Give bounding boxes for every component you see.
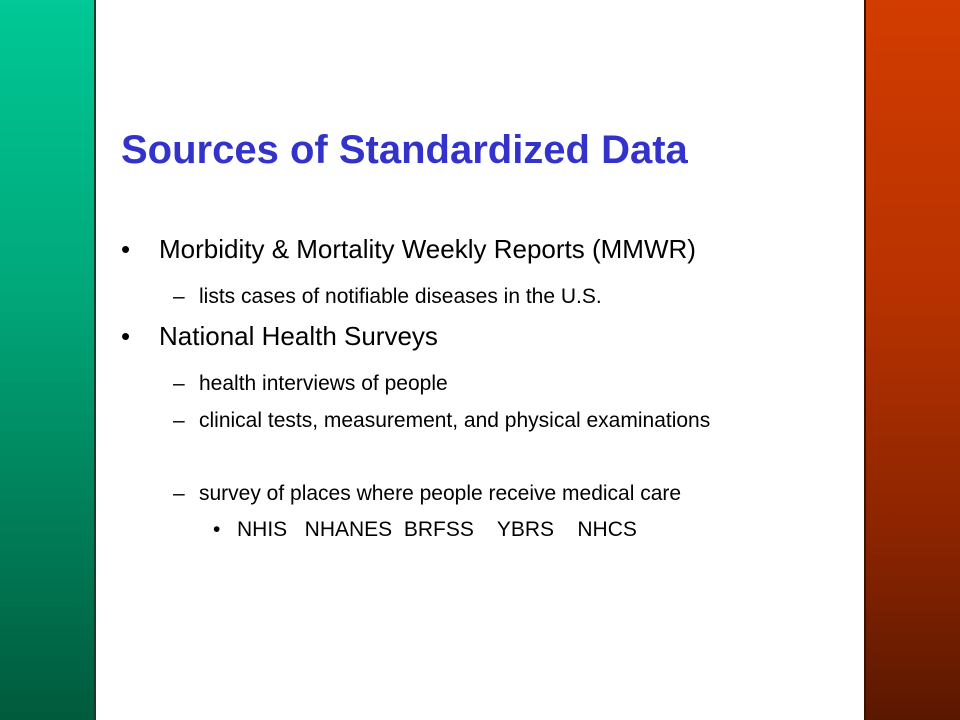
sub-item-text: lists cases of notifiable diseases in the U.S.: [199, 285, 602, 308]
sub-item-text: health interviews of people: [199, 372, 448, 395]
bullet-glyph: •: [121, 234, 131, 264]
dash-glyph: –: [173, 372, 185, 395]
survey-acronyms-text: NHIS NHANES BRFSS YBRS NHCS: [237, 518, 637, 541]
slide-title: Sources of Standardized Data: [121, 128, 688, 172]
bullet-glyph: •: [213, 518, 221, 541]
dash-glyph: –: [173, 409, 185, 432]
right-decorative-bar: [864, 0, 960, 720]
left-decorative-bar: [0, 0, 96, 720]
dash-glyph: –: [173, 482, 185, 505]
sub-item-text: survey of places where people receive medical care: [199, 482, 682, 505]
bullet-text: Morbidity & Mortality Weekly Reports (MMWR): [159, 234, 696, 264]
bullet-glyph: •: [121, 321, 131, 351]
dash-glyph: –: [173, 285, 185, 308]
bullet-text: National Health Surveys: [159, 321, 438, 351]
sub-item-text: clinical tests, measurement, and physical examinations: [199, 409, 711, 432]
